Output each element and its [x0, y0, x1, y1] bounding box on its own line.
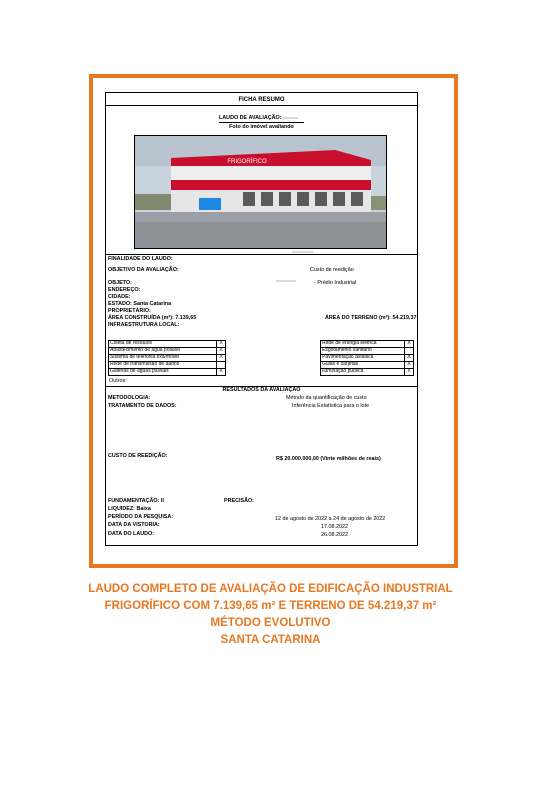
infra-item-mark: X: [216, 369, 225, 376]
infra-table-left: [108, 340, 226, 376]
summary-sheet: [105, 92, 418, 546]
area-construida: ÁREA CONSTRUÍDA (m²): 7.139,65: [108, 315, 197, 321]
objetivo-value: Custo de reedição: [310, 267, 354, 273]
outros-label: Outros:: [109, 378, 127, 384]
objetivo-label: OBJETIVO DA AVALIAÇÃO:: [108, 267, 179, 273]
infra-item-label: Esgotamento sanitário: [321, 348, 404, 355]
infra-item-mark: X: [216, 341, 225, 348]
liquidez-label: LIQUIDEZ: Baixa: [108, 506, 151, 512]
building-illustration: [135, 136, 386, 248]
tratamento-value: Inferência Estatística para o lote: [292, 403, 370, 409]
infra-item-label: Sistema de telefonia fixa/móvel: [109, 355, 216, 362]
objeto-value: · Prédio Industrial: [314, 280, 357, 286]
data-laudo-value: 26.08.2022: [321, 532, 348, 538]
infra-item-label: Rede de energia elétrica: [321, 341, 404, 348]
dock-doors: [243, 192, 363, 206]
proprietario-label: PROPRIETÁRIO:: [108, 308, 151, 314]
metodologia-label: METODOLOGIA:: [108, 395, 151, 401]
property-photo: [134, 135, 387, 249]
infra-item-label: Iluminação pública: [321, 369, 404, 376]
resultados-title: RESULTADOS DA AVALIAÇÃO: [222, 387, 301, 393]
finalidade-label: FINALIDADE DO LAUDO:: [108, 256, 173, 262]
vistoria-value: 17.08.2022: [321, 524, 348, 530]
periodo-label: PERÍODO DA PESQUISA:: [108, 514, 174, 520]
infra-item-mark: X: [404, 355, 413, 362]
infra-item-mark: X: [216, 348, 225, 355]
infra-item-mark: X: [404, 341, 413, 348]
infra-item-label: Coleta de resíduos: [109, 341, 216, 348]
data-laudo-label: DATA DO LAUDO:: [108, 531, 155, 537]
estado-label: ESTADO: Santa Catarina: [108, 301, 172, 307]
building-upper-wall: [171, 164, 371, 180]
caption-line-2: FRIGORÍFICO COM 7.139,65 m² E TERRENO DE 54.219,37 m²: [104, 600, 437, 612]
infra-item-label: Rede de transmissão de dados: [109, 362, 216, 369]
infra-label: INFRAESTRUTURA LOCAL:: [108, 322, 180, 328]
custo-label: CUSTO DE REEDIÇÃO:: [108, 453, 168, 459]
infra-item-label: Pavimentação asfáltica: [321, 355, 404, 362]
precisao-label: PRECISÃO:: [224, 498, 254, 504]
blue-container: [199, 198, 221, 210]
building-band: [171, 180, 371, 190]
infra-item-label: Guias e sarjetas: [321, 362, 404, 369]
area-terreno: ÁREA DO TERRENO (m²): 54.219,37: [325, 315, 417, 321]
fundamentacao-label: FUNDAMENTAÇÃO: II: [108, 498, 164, 504]
endereco-label: ENDEREÇO:: [108, 287, 141, 293]
infra-item-label: Galerias de águas pluviais: [109, 369, 216, 376]
laudo-label: LAUDO DE AVALIAÇÃO:: [219, 116, 298, 121]
infra-item-label: Abastecimento de água potável: [109, 348, 216, 355]
cidade-label: CIDADE:: [108, 294, 131, 300]
infra-item-mark: X: [404, 369, 413, 376]
infra-table-right: [320, 340, 414, 376]
periodo-value: 12 de agosto de 2022 a 24 de agosto de 2022: [275, 516, 386, 522]
photo-caption: Foto do imóvel avaliando: [229, 124, 294, 130]
caption-line-3: MÉTODO EVOLUTIVO: [210, 617, 331, 629]
vistoria-label: DATA DA VISTORIA:: [108, 522, 160, 528]
building-sign: FRIGORÍFICO: [227, 159, 267, 165]
tratamento-label: TRATAMENTO DE DADOS:: [108, 403, 177, 409]
caption-line-4: SANTA CATARINA: [220, 634, 321, 646]
infra-item-mark: X: [404, 362, 413, 369]
caption-line-1: LAUDO COMPLETO DE AVALIAÇÃO DE EDIFICAÇÃO INDUSTRIAL: [88, 583, 453, 595]
infra-item-mark: X: [216, 355, 225, 362]
report-caption: [0, 581, 541, 649]
custo-value: R$ 20.000.000,00 (Vinte milhões de reais): [276, 456, 381, 462]
metodologia-value: Método da quantificação de custo: [286, 395, 367, 401]
objeto-label: OBJETO:: [108, 280, 132, 286]
sheet-title: FICHA RESUMO: [238, 97, 285, 103]
